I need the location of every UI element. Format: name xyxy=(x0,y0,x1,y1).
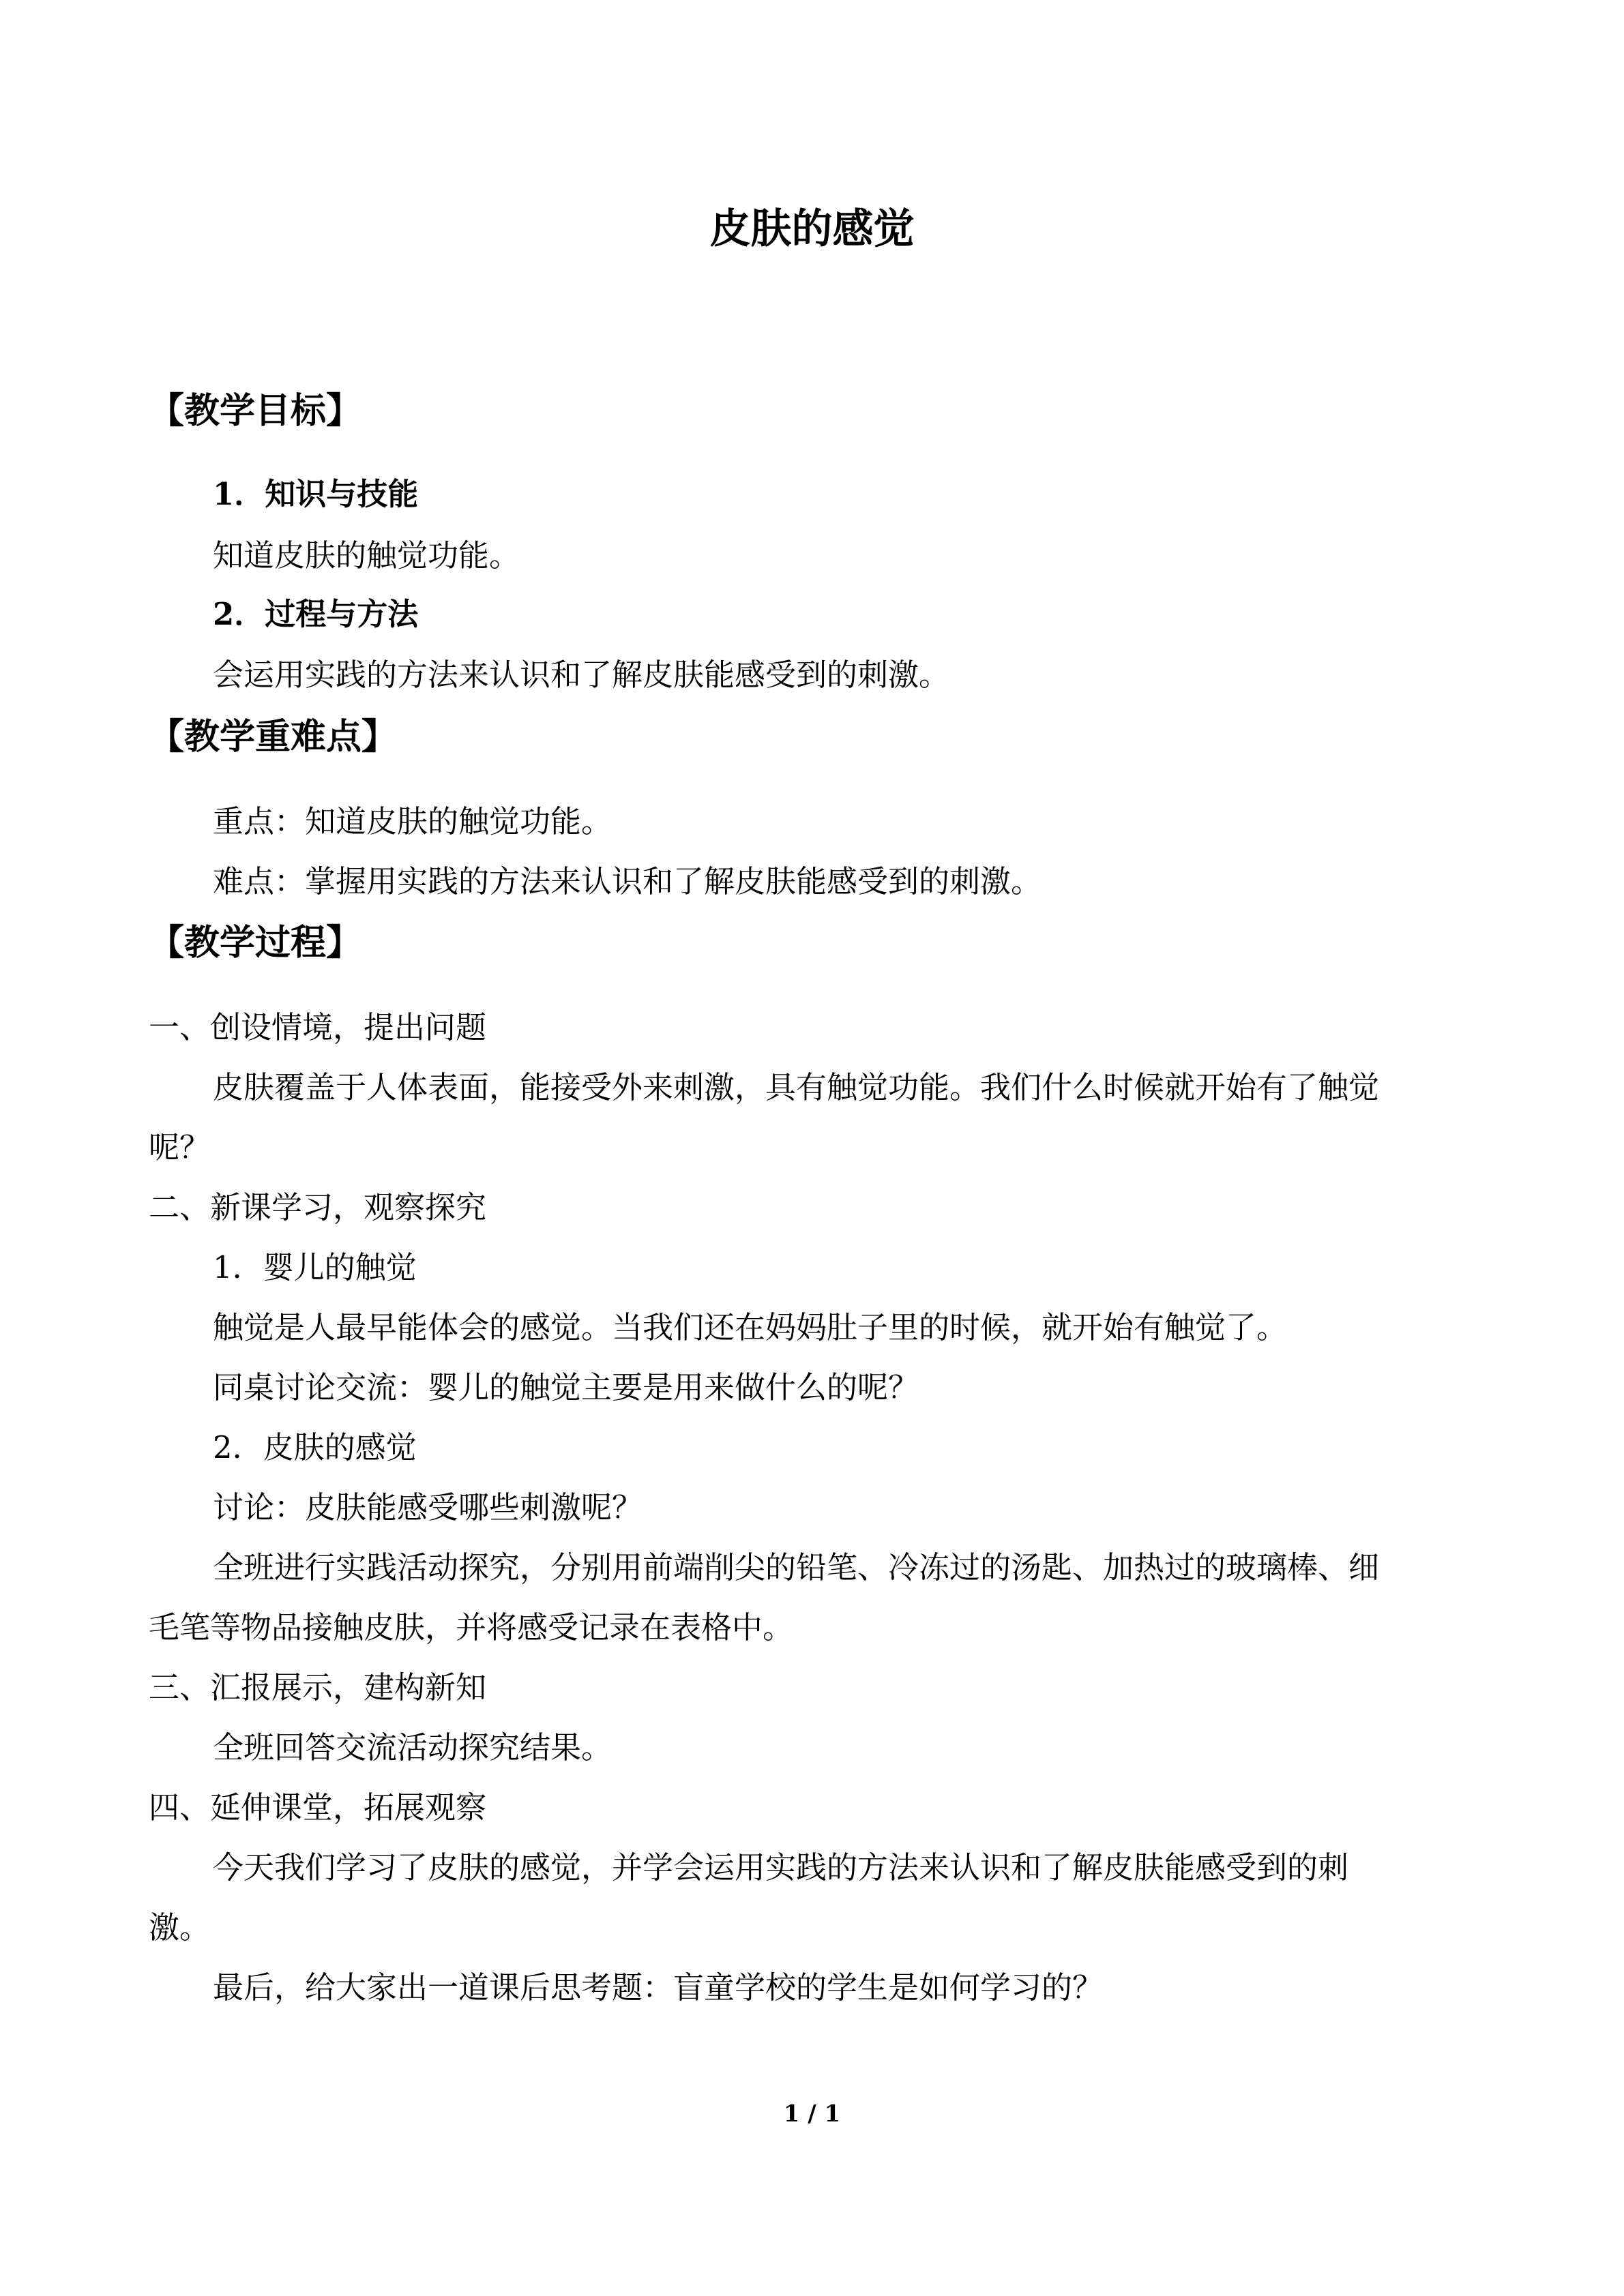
process-part4-text: 今天我们学习了皮肤的感觉，并学会运用实践的方法来认识和了解皮肤能感受到的刺 xyxy=(213,1849,1349,1885)
process-part4-title: 四、延伸课堂，拓展观察 xyxy=(149,1789,487,1825)
process-part1-text: 皮肤覆盖于人体表面，能接受外来刺激，具有触觉功能。我们什么时候就开始有了触觉 xyxy=(213,1069,1380,1105)
process-part4-text-cont: 激。 xyxy=(149,1909,211,1945)
page-title: 皮肤的感觉 xyxy=(709,205,915,253)
objective-text-2: 会运用实践的方法来认识和了解皮肤能感受到的刺激。 xyxy=(213,657,950,693)
page-number: 1 / 1 xyxy=(783,2100,841,2128)
process-part2-sub1-title: 1．婴儿的触觉 xyxy=(213,1249,417,1285)
process-part2-sub2-text2-cont: 毛笔等物品接触皮肤，并将感受记录在表格中。 xyxy=(149,1609,794,1645)
difficult-point-text: 难点：掌握用实践的方法来认识和了解皮肤能感受到的刺激。 xyxy=(213,863,1042,899)
process-part1-text-cont: 呢？ xyxy=(149,1129,211,1165)
key-point-text: 重点：知道皮肤的触觉功能。 xyxy=(213,803,612,839)
process-part2-sub2-title: 2．皮肤的感觉 xyxy=(213,1429,417,1465)
process-part3-text: 全班回答交流活动探究结果。 xyxy=(213,1729,612,1765)
section-heading-objectives: 【教学目标】 xyxy=(149,390,362,432)
process-part2-sub1-text1: 触觉是人最早能体会的感觉。当我们还在妈妈肚子里的时候，就开始有触觉了。 xyxy=(213,1309,1288,1345)
objective-subtitle-2: 2．过程与方法 xyxy=(213,596,419,632)
section-heading-key-points: 【教学重难点】 xyxy=(149,716,398,758)
objective-text-1: 知道皮肤的触觉功能。 xyxy=(213,537,520,573)
process-part2-sub1-text2: 同桌讨论交流：婴儿的触觉主要是用来做什么的呢？ xyxy=(213,1369,919,1405)
section-heading-process: 【教学过程】 xyxy=(149,922,362,964)
process-part2-sub2-text2: 全班进行实践活动探究，分别用前端削尖的铅笔、冷冻过的汤匙、加热过的玻璃棒、细 xyxy=(213,1549,1380,1585)
process-part3-title: 三、汇报展示，建构新知 xyxy=(149,1669,487,1705)
process-part2-title: 二、新课学习，观察探究 xyxy=(149,1189,487,1225)
process-part1-title: 一、创设情境，提出问题 xyxy=(149,1009,487,1045)
process-part2-sub2-text1: 讨论：皮肤能感受哪些刺激呢？ xyxy=(213,1489,643,1525)
objective-subtitle-1: 1．知识与技能 xyxy=(213,476,419,512)
process-part4-text2: 最后，给大家出一道课后思考题：盲童学校的学生是如何学习的？ xyxy=(213,1969,1104,2006)
